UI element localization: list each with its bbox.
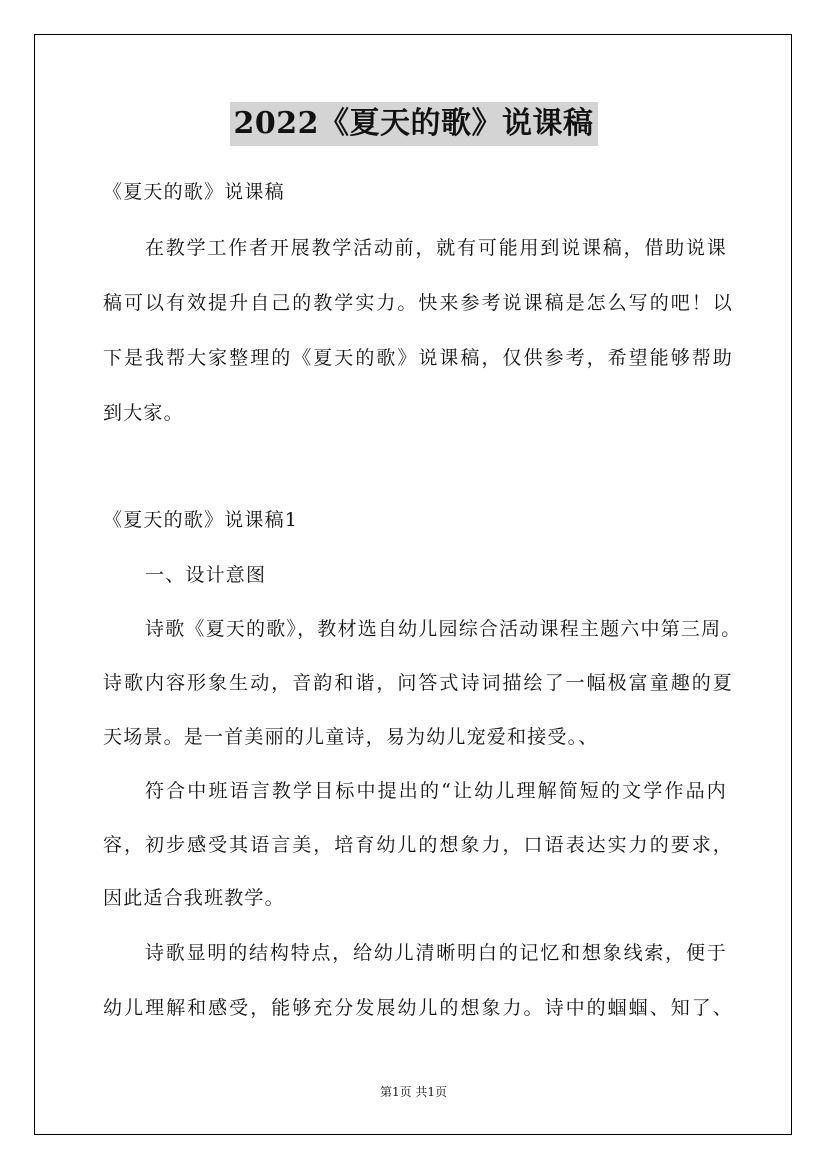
intro-line-2: 稿可以有效提升自己的教学实力。快来参考说课稿是怎么写的吧！以 [103,292,733,314]
page-footer: 第1页 共1页 [379,1085,448,1099]
para1-line-2: 诗歌内容形象生动，音韵和谐，问答式诗词描绘了一幅极富童趣的夏 [103,672,733,694]
subtitle: 《夏天的歌》说课稿 [103,181,285,203]
para1-line-3: 天场景。是一首美丽的儿童诗，易为幼儿宠爱和接受。、 [103,726,599,748]
heading-design-intent: 一、设计意图 [145,564,267,586]
intro-line-1: 在教学工作者开展教学活动前，就有可能用到说课稿，借助说课 [145,237,727,259]
para2-line-1: 符合中班语言教学目标中提出的“让幼儿理解简短的文学作品内 [145,780,727,802]
document-title: 2022《夏天的歌》说课稿 [230,102,598,146]
para2-line-2: 容，初步感受其语言美，培育幼儿的想象力，口语表达实力的要求， [103,834,733,856]
para1-line-1: 诗歌《夏天的歌》，教材选自幼儿园综合活动课程主题六中第三周。 [145,618,742,640]
para3-line-2: 幼儿理解和感受，能够充分发展幼儿的想象力。诗中的蝈蝈、知了、 [103,997,733,1019]
title-container [0,102,827,146]
para2-line-3: 因此适合我班教学。 [103,887,285,909]
para3-line-1: 诗歌显明的结构特点，给幼儿清晰明白的记忆和想象线索，便于 [145,942,727,964]
intro-line-3: 下是我帮大家整理的《夏天的歌》说课稿，仅供参考，希望能够帮助 [103,347,733,369]
section-title: 《夏天的歌》说课稿1 [103,509,299,531]
intro-line-4: 到大家。 [103,402,184,424]
